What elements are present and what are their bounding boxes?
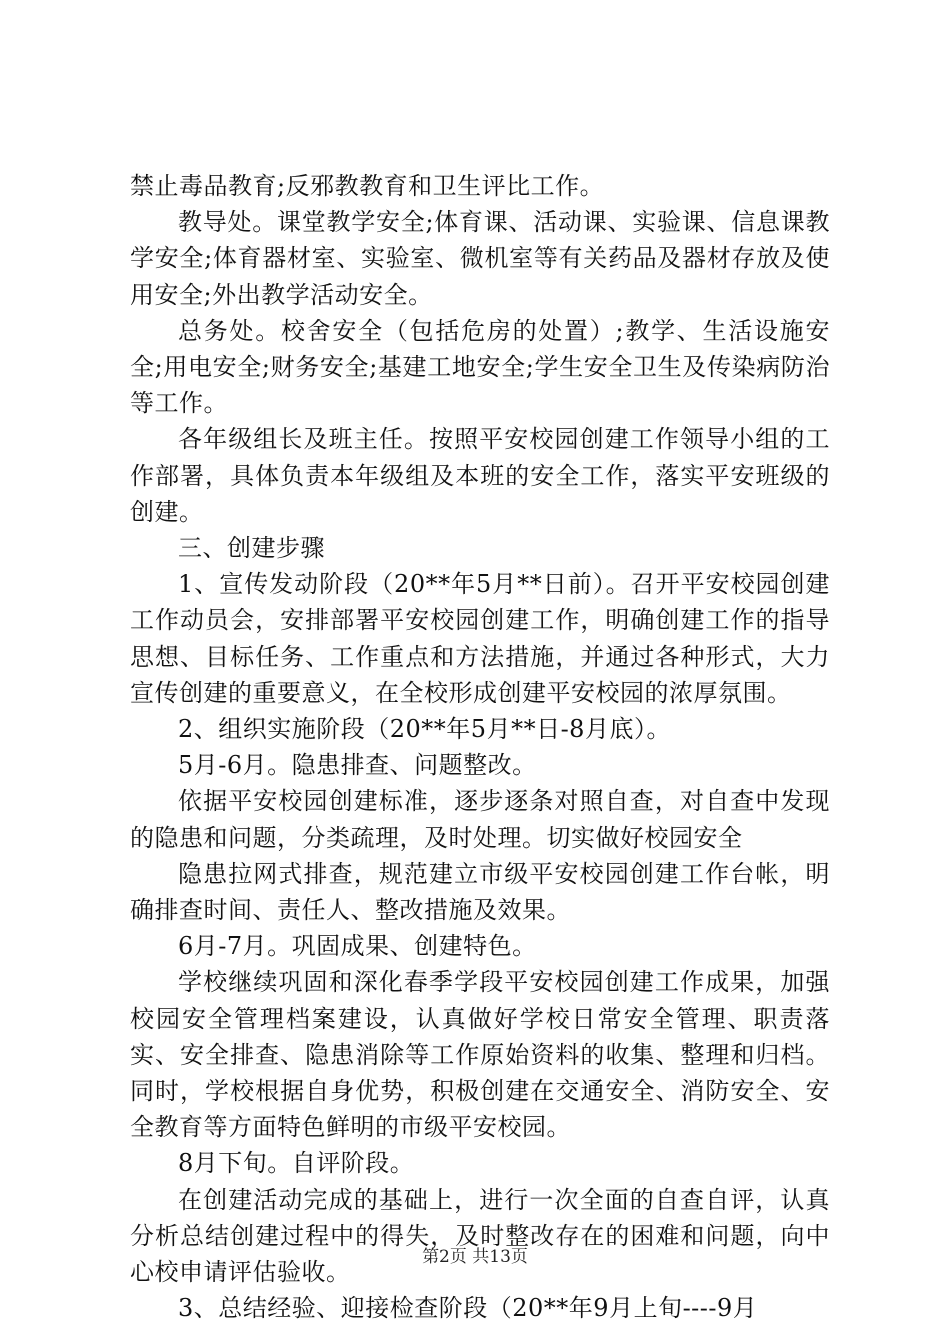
paragraph-15: 3、总结经验、迎接检查阶段（20**年9月上旬----9月 [178,1294,758,1323]
paragraph-4: 各年级组长及班主任。按照平安校园创建工作领导小组的工作部署，具体负责本年级组及本班的安全工作，落实平安班级的创建。 [130,425,830,526]
section-heading-steps: 三、创建步骤 [178,534,325,563]
paragraph-2: 教导处。课堂教学安全;体育课、活动课、实验课、信息课教学安全;体育器材室、实验室、微机室等有关药品及器材存放及使用安全;外出教学活动安全。 [130,208,830,309]
paragraph-6: 1、宣传发动阶段（20**年5月**日前）。召开平安校园创建工作动员会，安排部署平安校园创建工作，明确创建工作的指导思想、目标任务、工作重点和方法措施，并通过各种形式，大力宣传创建的重要意义，在全校形成创建平安校园的浓厚氛围。 [130,570,830,707]
paragraph-10: 隐患拉网式排查，规范建立市级平安校园创建工作台帐，明确排查时间、责任人、整改措施及效果。 [130,859,830,925]
paragraph-1: 禁止毒品教育;反邪教教育和卫生评比工作。 [130,172,605,200]
paragraph-13: 8月下旬。自评阶段。 [178,1149,415,1178]
paragraph-9: 依据平安校园创建标准，逐步逐条对照自查，对自查中发现的隐患和问题，分类疏理，及时处理。切实做好校园安全 [130,787,830,852]
document-body [130,168,830,1327]
paragraph-14: 在创建活动完成的基础上，进行一次全面的自查自评，认真分析总结创建过程中的得失，及时整改存在的困难和问题，向中心校申请评估验收。 [130,1185,830,1287]
page-number-footer: 第2页 共13页 [422,1247,528,1267]
paragraph-11: 6月-7月。巩固成果、创建特色。 [178,932,537,961]
paragraph-8: 5月-6月。隐患排查、问题整改。 [178,751,537,780]
paragraph-12: 学校继续巩固和深化春季学段平安校园创建工作成果，加强校园安全管理档案建设，认真做好学校日常安全管理、职责落实、安全排查、隐患消除等工作原始资料的收集、整理和归档。同时，学校根据自身优势，积极创建在交通安全、消防安全、安全教育等方面特色鲜明的市级平安校园。 [130,968,830,1142]
paragraph-3: 总务处。校舍安全（包括危房的处置）;教学、生活设施安全;用电安全;财务安全;基建工地安全;学生安全卫生及传染病防治等工作。 [130,316,830,418]
paragraph-7: 2、组织实施阶段（20**年5月**日-8月底）。 [178,715,671,744]
